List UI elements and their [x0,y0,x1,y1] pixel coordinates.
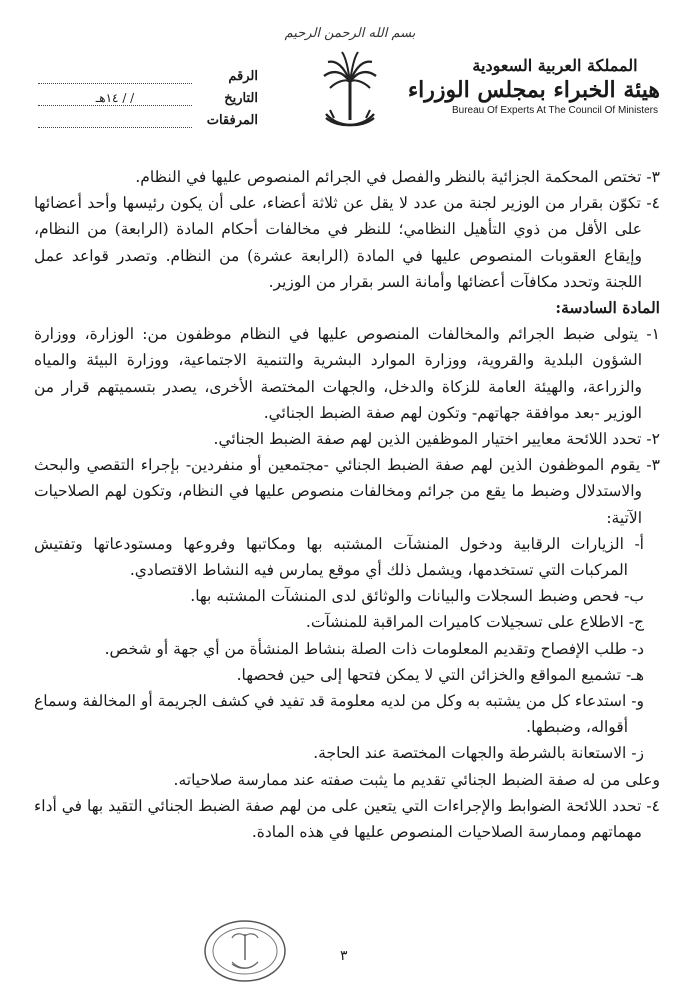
reference-number-row [38,62,258,84]
power-item: هـ- تشميع المواقع والخزائن التي لا يمكن فتحها إلى حين فحصها. [236,665,644,684]
attachments-row [38,106,258,128]
document-body [34,164,660,845]
clause-item: ٤- تكوّن بقرار من الوزير لجنة من عدد لا يقل عن ثلاثة أعضاء، على أن يكون رئيسها وأحد أعضائها على الأقل من ذوي التأهيل النظامي؛ للنظر في مخالفات أحكام المادة (الرابعة) من النظام، وإيقاع العقوبات المنصوص عليها في المادة (الرابعة عشرة) من النظام. وتصدر قواعد عمل اللجنة وتحدد مكافآت أعضائها وأمانة السر بقرار من الوزير. [34,194,660,291]
article-item: ٤- تحدد اللائحة الضوابط والإجراءات التي يتعين على من لهم صفة الضبط الجنائي التقيد بها في أداء مهماتهم وممارسة الصلاحيات المنصوص عليها في هذه المادة. [34,796,660,842]
power-item: ز- الاستعانة بالشرطة والجهات المختصة عند الحاجة. [313,744,644,763]
reference-block [38,62,258,128]
official-stamp-icon [200,916,290,986]
article-item: ٢- تحدد اللائحة معايير اختيار الموظفين الذين لهم صفة الضبط الجنائي. [213,430,660,449]
power-item: د- طلب الإفصاح وتقديم المعلومات ذات الصلة بنشاط المنشأة من أي جهة أو شخص. [104,639,644,658]
organization-name-english: Bureau Of Experts At The Council Of Ministers [451,105,658,116]
power-item: ب- فحص وضبط السجلات والبيانات والوثائق لدى المنشآت المشتبه بها. [190,587,644,606]
date-row [38,84,258,106]
closing-paragraph: وعلى من له صفة الضبط الجنائي تقديم ما يثبت صفته عند ممارسة صلاحياته. [173,770,660,789]
power-item: و- استدعاء كل من يشتبه به وكل من لديه معلومة قد تفيد في كشف الجريمة أو المخالفة وسماع أقواله، وضبطها. [34,692,644,737]
palm-swords-emblem-icon [320,48,380,138]
basmala: بسم الله الرحمن الرحيم [284,26,416,41]
power-item: أ- الزيارات الرقابية ودخول المنشآت المشتبه بها ومكاتبها وفروعها ومستودعاتها وتفتيش المركبات التي تستخدمها، ويشمل ذلك أي موقع يمارس فيه النشاط الاقتصادي. [34,534,644,580]
reference-number-value [38,69,192,84]
article-item: ١- يتولى ضبط الجرائم والمخالفات المنصوص عليها في النظام موظفون من: الوزارة، ووزارة الشؤون البلدية والقروية، ووزارة الموارد البشرية والتنمية الاجتماعية، ووزارة البيئة والمياه والزراعة، والهيئة العامة للزكاة والدخل، والجهات المختصة الأخرى، يصدر بتسميتهم قرار من الوزير -بعد موافقة جهاتهم- وتكون لهم صفة الضبط الجنائي. [34,325,660,422]
page-number: ٣ [340,948,348,964]
reference-number-label: الرقم [228,69,258,84]
kingdom-name: المملكة العربية السعودية [472,56,638,75]
attachments-label: المرفقات [206,113,258,128]
date-label: التاريخ [224,91,258,106]
clause-item: ٣- تختص المحكمة الجزائية بالنظر والفصل في الجرائم المنصوص عليها في النظام. [135,168,660,186]
article-heading: المادة السادسة: [555,298,660,318]
date-value: / / ١٤هـ [38,91,192,106]
organization-name: هيئة الخبراء بمجلس الوزراء [407,77,660,103]
article-item: ٣- يقوم الموظفون الذين لهم صفة الضبط الجنائي -مجتمعين أو منفردين- بإجراء التقصي والبحث والاستدلال وضبط ما يقع من جرائم ومخالفات منصوص عليها في النظام، وتكون لهم الصلاحيات الآتية: [34,456,660,527]
attachments-value [38,113,192,128]
organization-letterhead [407,56,660,116]
power-item: ج- الاطلاع على تسجيلات كاميرات المراقبة للمنشآت. [305,613,644,632]
